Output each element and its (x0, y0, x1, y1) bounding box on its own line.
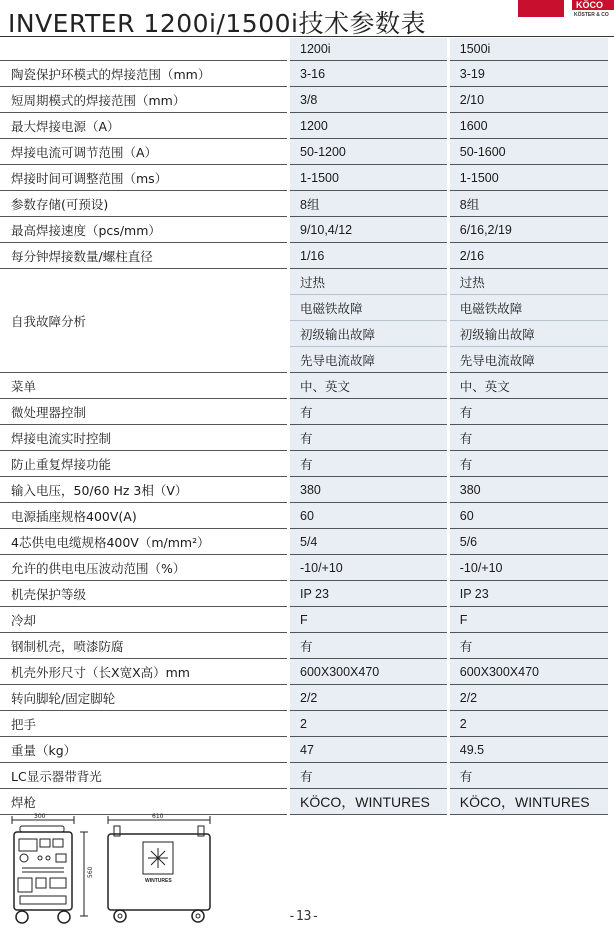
row-label: 焊接电流可调节范围（A） (0, 139, 289, 165)
value-1500i: 5/6 (448, 529, 608, 555)
row-label: 焊接电流实时控制 (0, 425, 289, 451)
table-row (0, 425, 608, 451)
row-label: 机壳保护等级 (0, 581, 289, 607)
row-label: 转向脚轮/固定脚轮 (0, 685, 289, 711)
value-1200i: KÖCO，WINTURES (289, 789, 449, 815)
side-brand-label: WINTURES (145, 878, 172, 884)
value-1200i: 有 (289, 399, 449, 425)
value-1200i: 9/10,4/12 (289, 217, 449, 243)
side-view (108, 813, 210, 922)
table-row (0, 87, 608, 113)
value-1200i: 1200 (289, 113, 449, 139)
value-1200i: 5/4 (289, 529, 449, 555)
fault-value-1200i: 初级输出故障 (289, 321, 449, 347)
row-label: 允许的供电电压波动范围（%） (0, 555, 289, 581)
value-1500i: 有 (448, 425, 608, 451)
value-1200i: 8组 (289, 191, 449, 217)
value-1500i: 6/16,2/19 (448, 217, 608, 243)
row-label: 最大焊接电源（A） (0, 113, 289, 139)
page-title: INVERTER 1200i/1500i技术参数表 (8, 9, 426, 38)
value-1500i: 2/2 (448, 685, 608, 711)
table-row (0, 659, 608, 685)
table-row (0, 581, 608, 607)
table-row (0, 399, 608, 425)
table-row (0, 113, 608, 139)
value-1500i: 1600 (448, 113, 608, 139)
table-row (0, 477, 608, 503)
row-label: 微处理器控制 (0, 399, 289, 425)
value-1500i: 1-1500 (448, 165, 608, 191)
table-row (0, 763, 608, 789)
header-label-cell (0, 38, 289, 61)
table-row (0, 451, 608, 477)
value-1200i: 3/8 (289, 87, 449, 113)
row-label: 防止重复焊接功能 (0, 451, 289, 477)
row-label: 每分钟焊接数量/螺柱直径 (0, 243, 289, 269)
value-1200i: 有 (289, 763, 449, 789)
koco-logo: KÖCO (572, 0, 614, 10)
row-label: 电源插座规格400V(A) (0, 503, 289, 529)
table-row (0, 555, 608, 581)
row-label: 菜单 (0, 373, 289, 399)
table-row (0, 633, 608, 659)
value-1500i: 2/16 (448, 243, 608, 269)
fault-value-1200i: 先导电流故障 (289, 347, 449, 373)
value-1200i: 1-1500 (289, 165, 449, 191)
value-1200i: 2/2 (289, 685, 449, 711)
value-1200i: 1/16 (289, 243, 449, 269)
value-1200i: 有 (289, 451, 449, 477)
table-row (0, 711, 608, 737)
value-1500i: F (448, 607, 608, 633)
value-1500i: 380 (448, 477, 608, 503)
row-label: 输入电压，50/60 Hz 3相（V） (0, 477, 289, 503)
value-1500i: 有 (448, 763, 608, 789)
value-1200i: 中、英文 (289, 373, 449, 399)
table-row (0, 139, 608, 165)
value-1500i: IP 23 (448, 581, 608, 607)
header-1200i: 1200i (289, 38, 449, 61)
value-1200i: IP 23 (289, 581, 449, 607)
row-label: 焊枪 (0, 789, 289, 815)
fault-label: 自我故障分析 (0, 269, 289, 373)
value-1500i: 8组 (448, 191, 608, 217)
value-1500i: 50-1600 (448, 139, 608, 165)
value-1500i: 中、英文 (448, 373, 608, 399)
value-1200i: -10/+10 (289, 555, 449, 581)
value-1500i: -10/+10 (448, 555, 608, 581)
table-row (0, 503, 608, 529)
row-label: 陶瓷保护环模式的焊接范围（mm） (0, 61, 289, 87)
fault-value-1200i: 电磁铁故障 (289, 295, 449, 321)
table-header-row (0, 38, 608, 61)
table-row (0, 737, 608, 763)
page-number: -13- (288, 909, 320, 924)
value-1200i: 50-1200 (289, 139, 449, 165)
koco-logo-subtext: KÖSTER & CO (574, 12, 609, 18)
title-divider (0, 36, 614, 37)
value-1200i: 有 (289, 425, 449, 451)
value-1200i: 47 (289, 737, 449, 763)
value-1200i: 有 (289, 633, 449, 659)
table-row (0, 529, 608, 555)
value-1500i: 49.5 (448, 737, 608, 763)
value-1500i: 有 (448, 633, 608, 659)
value-1500i: 有 (448, 399, 608, 425)
table-row (0, 61, 608, 87)
row-label: 短周期模式的焊接范围（mm） (0, 87, 289, 113)
table-row (0, 191, 608, 217)
row-label: 最高焊接速度（pcs/mm） (0, 217, 289, 243)
value-1500i: 3-19 (448, 61, 608, 87)
row-label: 参数存储(可预设) (0, 191, 289, 217)
value-1200i: 3-16 (289, 61, 449, 87)
value-1500i: 60 (448, 503, 608, 529)
value-1200i: F (289, 607, 449, 633)
table-row (0, 243, 608, 269)
row-label: 机壳外形尺寸（长X宽X高）mm (0, 659, 289, 685)
spec-table (0, 38, 608, 815)
fault-value-1500i: 电磁铁故障 (448, 295, 608, 321)
table-row (0, 165, 608, 191)
value-1500i: 600X300X470 (448, 659, 608, 685)
row-label: 钢制机壳，喷漆防腐 (0, 633, 289, 659)
row-label: 重量（kg） (0, 737, 289, 763)
table-row (0, 217, 608, 243)
fault-value-1200i: 过热 (289, 269, 449, 295)
front-view (12, 813, 94, 923)
value-1500i: 2/10 (448, 87, 608, 113)
table-row (0, 685, 608, 711)
value-1500i: 有 (448, 451, 608, 477)
value-1200i: 2 (289, 711, 449, 737)
row-label: 焊接时间可调整范围（ms） (0, 165, 289, 191)
front-width-dim: 300 (34, 813, 46, 820)
value-1200i: 380 (289, 477, 449, 503)
row-label: 4芯供电电缆规格400V（m/mm²） (0, 529, 289, 555)
row-label: LC显示器带背光 (0, 763, 289, 789)
value-1500i: KÖCO，WINTURES (448, 789, 608, 815)
value-1200i: 600X300X470 (289, 659, 449, 685)
fault-row (0, 269, 608, 295)
fault-value-1500i: 过热 (448, 269, 608, 295)
row-label: 把手 (0, 711, 289, 737)
fault-value-1500i: 先导电流故障 (448, 347, 608, 373)
burst-logo-icon (148, 848, 168, 868)
table-row (0, 789, 608, 815)
value-1500i: 2 (448, 711, 608, 737)
machine-drawing (10, 812, 220, 927)
side-width-dim: 610 (152, 813, 164, 820)
fault-value-1500i: 初级输出故障 (448, 321, 608, 347)
table-row (0, 373, 608, 399)
header-1500i: 1500i (448, 38, 608, 61)
height-dim: 560 (87, 866, 94, 878)
table-row (0, 607, 608, 633)
row-label: 冷却 (0, 607, 289, 633)
wintures-logo-text: WINTURES (525, 10, 557, 16)
value-1200i: 60 (289, 503, 449, 529)
